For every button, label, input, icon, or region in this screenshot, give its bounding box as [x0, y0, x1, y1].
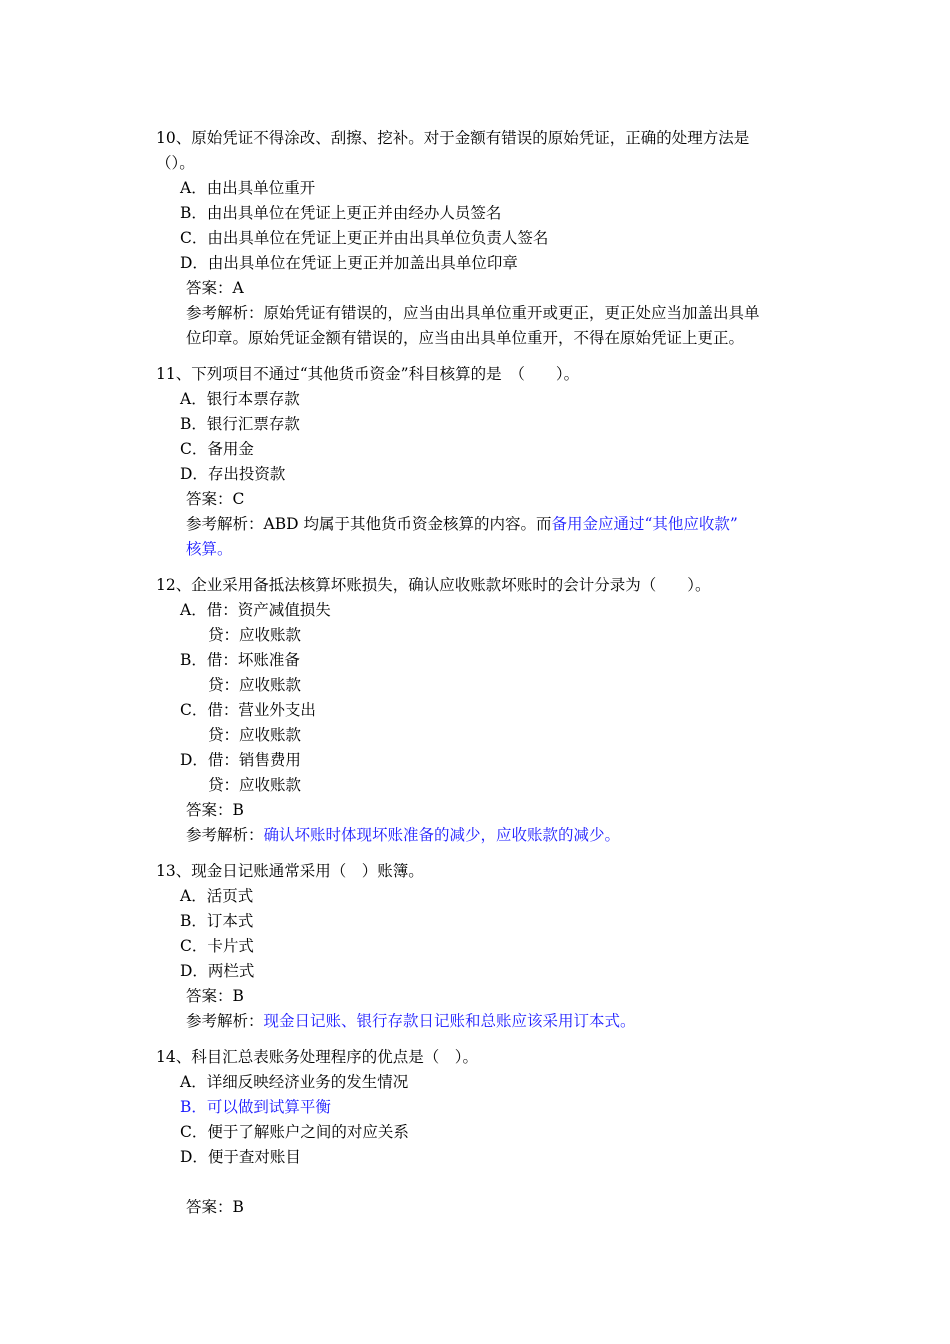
- question-10-option-c: C．由出具单位在凭证上更正并由出具单位负责人签名: [180, 229, 549, 247]
- question-10: [156, 126, 816, 351]
- question-10-analysis-line1: 参考解析：原始凭证有错误的，应当由出具单位重开或更正，更正处应当加盖出具单: [186, 304, 760, 322]
- question-12-option-d-credit: 贷：应收账款: [208, 776, 302, 794]
- document-page: [156, 126, 816, 1220]
- question-12-option-c-credit: 贷：应收账款: [208, 726, 302, 744]
- question-12-stem: 12、企业采用备抵法核算坏账损失，确认应收账款坏账时的会计分录为（ ）。: [156, 576, 711, 594]
- question-12-option-d-debit: D．借：销售费用: [180, 751, 301, 769]
- question-13-analysis-prefix: 参考解析：: [186, 1012, 264, 1030]
- question-12-option-b-debit: B．借：坏账准备: [180, 651, 300, 669]
- question-10-analysis-line2: 位印章。原始凭证金额有错误的，应当由出具单位重开，不得在原始凭证上更正。: [186, 329, 745, 347]
- question-13-analysis: [156, 1009, 816, 1034]
- question-13-analysis-highlight: 现金日记账、银行存款日记账和总账应该采用订本式。: [263, 1012, 636, 1030]
- question-12: [156, 573, 816, 848]
- question-12-analysis: [156, 823, 816, 848]
- question-11-analysis-highlight-2: 核算。: [186, 540, 233, 558]
- question-14: [156, 1045, 816, 1220]
- question-12-analysis-highlight: 确认坏账时体现坏账准备的减少，应收账款的减少。: [263, 826, 621, 844]
- question-14-option-d: D．便于查对账目: [180, 1148, 301, 1166]
- question-11-option-a: A．银行本票存款: [180, 390, 300, 408]
- question-10-option-a: A．由出具单位重开: [180, 179, 316, 197]
- question-13-answer: 答案：B: [186, 987, 244, 1005]
- question-10-option-b: B．由出具单位在凭证上更正并由经办人员签名: [180, 204, 502, 222]
- question-11-analysis-highlight-1: 备用金应通过“其他应收款”: [551, 515, 738, 533]
- question-11-option-b: B．银行汇票存款: [180, 415, 300, 433]
- question-11-analysis-line1: [156, 512, 816, 537]
- question-13: [156, 859, 816, 1034]
- question-10-stem-line1: 10、原始凭证不得涂改、刮擦、挖补。对于金额有错误的原始凭证，正确的处理方法是: [156, 129, 750, 147]
- question-11: [156, 362, 816, 562]
- question-14-option-c: C．便于了解账户之间的对应关系: [180, 1123, 409, 1141]
- question-10-answer: 答案：A: [186, 279, 244, 297]
- question-14-option-b: B．可以做到试算平衡: [180, 1098, 331, 1116]
- question-12-analysis-prefix: 参考解析：: [186, 826, 264, 844]
- question-12-option-c-debit: C．借：营业外支出: [180, 701, 316, 719]
- question-13-stem: 13、现金日记账通常采用（ ）账簿。: [156, 862, 424, 880]
- question-10-stem-line2: （）。: [156, 154, 195, 172]
- question-11-answer: 答案：C: [186, 490, 245, 508]
- question-11-option-c: C．备用金: [180, 440, 254, 458]
- question-11-option-d: D．存出投资款: [180, 465, 286, 483]
- question-10-option-d: D．由出具单位在凭证上更正并加盖出具单位印章: [180, 254, 518, 272]
- question-14-answer: 答案：B: [186, 1198, 244, 1216]
- question-12-option-a-debit: A．借：资产减值损失: [180, 601, 331, 619]
- question-12-option-a-credit: 贷：应收账款: [208, 626, 302, 644]
- question-12-option-b-credit: 贷：应收账款: [208, 676, 302, 694]
- question-13-option-c: C．卡片式: [180, 937, 254, 955]
- question-12-answer: 答案：B: [186, 801, 244, 819]
- blank-line: [156, 1170, 816, 1195]
- question-13-option-b: B．订本式: [180, 912, 254, 930]
- question-13-option-d: D．两栏式: [180, 962, 255, 980]
- question-11-analysis-prefix: 参考解析：ABD 均属于其他货币资金核算的内容。而: [186, 515, 552, 533]
- question-13-option-a: A．活页式: [180, 887, 254, 905]
- question-14-stem: 14、科目汇总表账务处理程序的优点是（ ）。: [156, 1048, 478, 1066]
- question-14-option-a: A．详细反映经济业务的发生情况: [180, 1073, 409, 1091]
- question-11-stem: 11、下列项目不通过“其他货币资金”科目核算的是 （ ）。: [156, 365, 580, 383]
